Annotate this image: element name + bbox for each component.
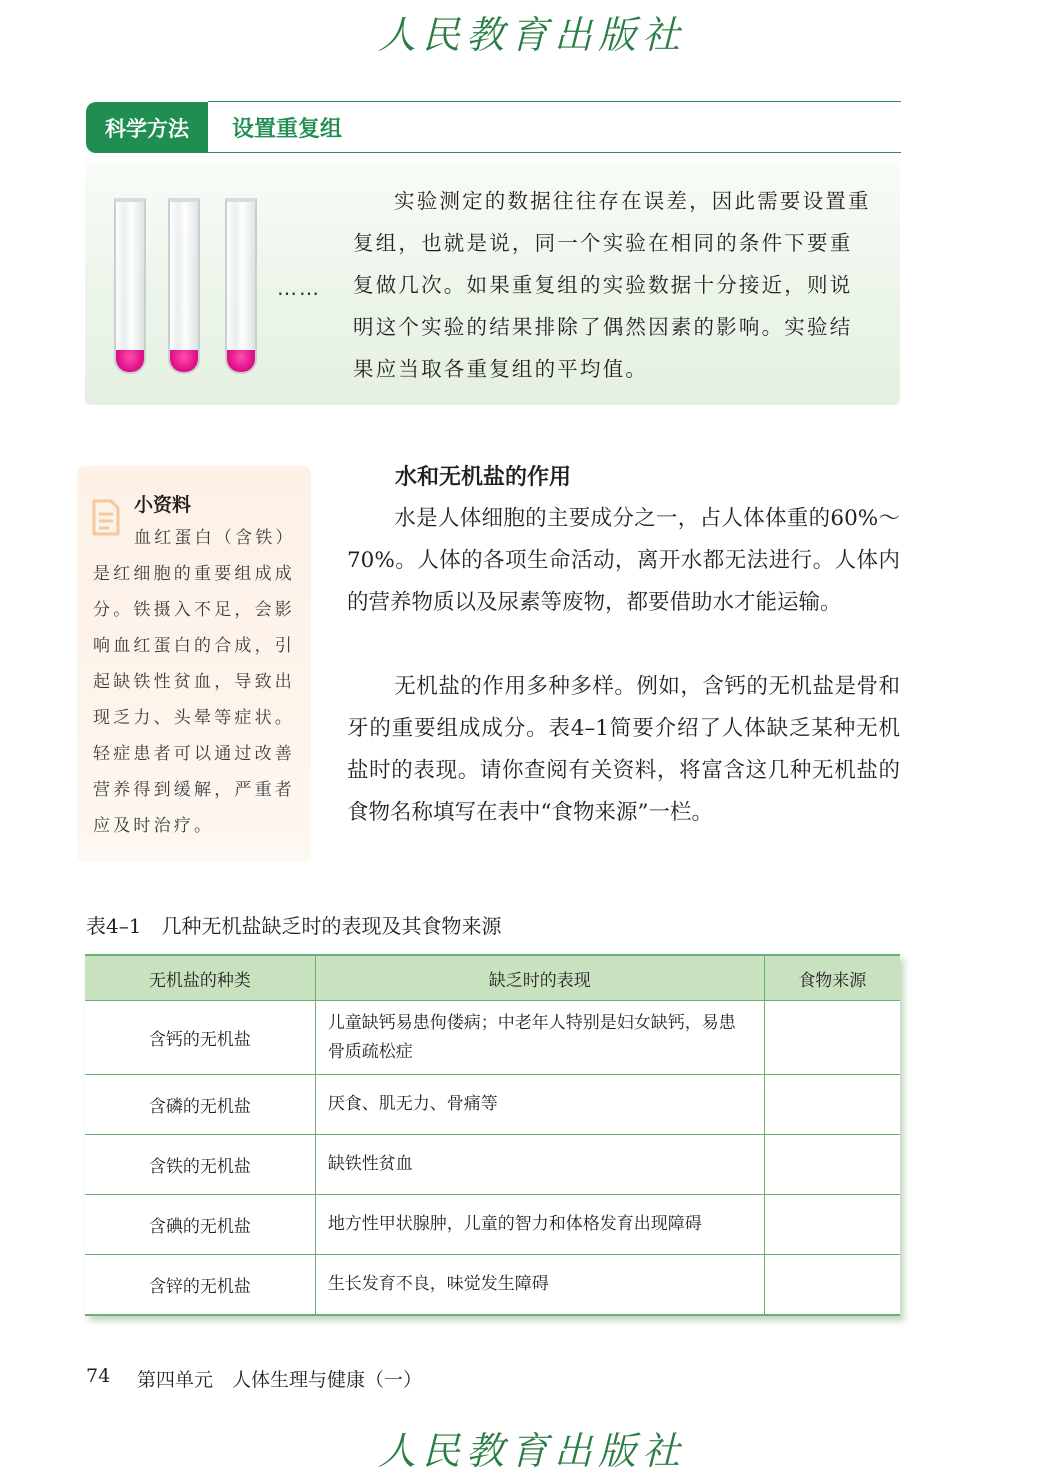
table-row	[85, 1195, 900, 1255]
method-box-header	[86, 101, 901, 154]
tubes-ellipsis: ……	[277, 276, 321, 300]
note-title: 小资料	[134, 494, 192, 516]
deficiency-cell: 厌食、肌无力、骨痛等	[315, 1075, 764, 1135]
test-tube-icon	[225, 198, 257, 374]
section-title: 水和无机盐的作用	[395, 465, 572, 490]
test-tube-icon	[168, 198, 200, 374]
note-text: 血红蛋白（含铁）是红细胞的重要组成成分。铁摄入不足，会影响血红蛋白的合成，引起缺铁性贫血，导致出现乏力、头晕等症状。轻症患者可以通过改善营养得到缓解，严重者应及时治疗。	[93, 528, 296, 836]
food-source-cell	[764, 1195, 900, 1255]
mineral-type-cell: 含铁的无机盐	[85, 1135, 315, 1195]
header-deficiency: 缺乏时的表现	[315, 955, 764, 1001]
food-source-cell	[764, 1135, 900, 1195]
tube-liquid	[170, 350, 198, 372]
table-header-row	[85, 955, 900, 1001]
table-row	[85, 1255, 900, 1316]
publisher-logo-bottom: 人民教育出版社	[378, 1429, 687, 1473]
page-number: 74	[86, 1365, 111, 1387]
table-caption: 表4–1 几种无机盐缺乏时的表现及其食物来源	[86, 914, 502, 938]
header-food-source: 食物来源	[764, 955, 900, 1001]
table-row	[85, 1135, 900, 1195]
method-header-rule-bottom	[208, 152, 901, 153]
tube-liquid	[116, 350, 144, 372]
header-mineral-type: 无机盐的种类	[85, 955, 315, 1001]
section-paragraph: 水是人体细胞的主要成分之一，占人体体重的60%～70%。人体的各项生命活动，离开水都无法进行。人体内的营养物质以及尿素等废物，都要借助水才能运输。	[347, 506, 900, 615]
tube-liquid	[227, 350, 255, 372]
food-source-cell	[764, 1001, 900, 1075]
method-tag: 科学方法	[86, 102, 208, 153]
method-header-rule-top	[208, 101, 901, 102]
test-tube-icon	[114, 198, 146, 374]
method-text: 实验测定的数据往往存在误差，因此需要设置重复组，也就是说，同一个实验在相同的条件下要重复做几次。如果重复组的实验数据十分接近，则说明这个实验的结果排除了偶然因素的影响。实验结果应当取各重复组的平均值。	[353, 189, 871, 381]
mineral-type-cell: 含钙的无机盐	[85, 1001, 315, 1075]
deficiency-cell: 地方性甲状腺肿，儿童的智力和体格发育出现障碍	[315, 1195, 764, 1255]
table-row	[85, 1075, 900, 1135]
mineral-type-cell: 含磷的无机盐	[85, 1075, 315, 1135]
food-source-cell	[764, 1255, 900, 1316]
method-title: 设置重复组	[232, 117, 343, 142]
mineral-type-cell: 含锌的无机盐	[85, 1255, 315, 1316]
deficiency-cell: 生长发育不良，味觉发生障碍	[315, 1255, 764, 1316]
mineral-table	[85, 954, 900, 1316]
food-source-cell	[764, 1075, 900, 1135]
section-paragraph: 无机盐的作用多种多样。例如，含钙的无机盐是骨和牙的重要组成成分。表4–1简要介绍了人体缺乏某种无机盐时的表现。请你查阅有关资料，将富含这几种无机盐的食物名称填写在表中“食物来源”一栏。	[347, 674, 900, 825]
mineral-type-cell: 含碘的无机盐	[85, 1195, 315, 1255]
unit-title: 第四单元 人体生理与健康（一）	[137, 1369, 423, 1391]
deficiency-cell: 儿童缺钙易患佝偻病；中老年人特别是妇女缺钙，易患骨质疏松症	[315, 1001, 764, 1075]
deficiency-cell: 缺铁性贫血	[315, 1135, 764, 1195]
table-row	[85, 1001, 900, 1075]
publisher-logo-top: 人民教育出版社	[378, 13, 687, 57]
